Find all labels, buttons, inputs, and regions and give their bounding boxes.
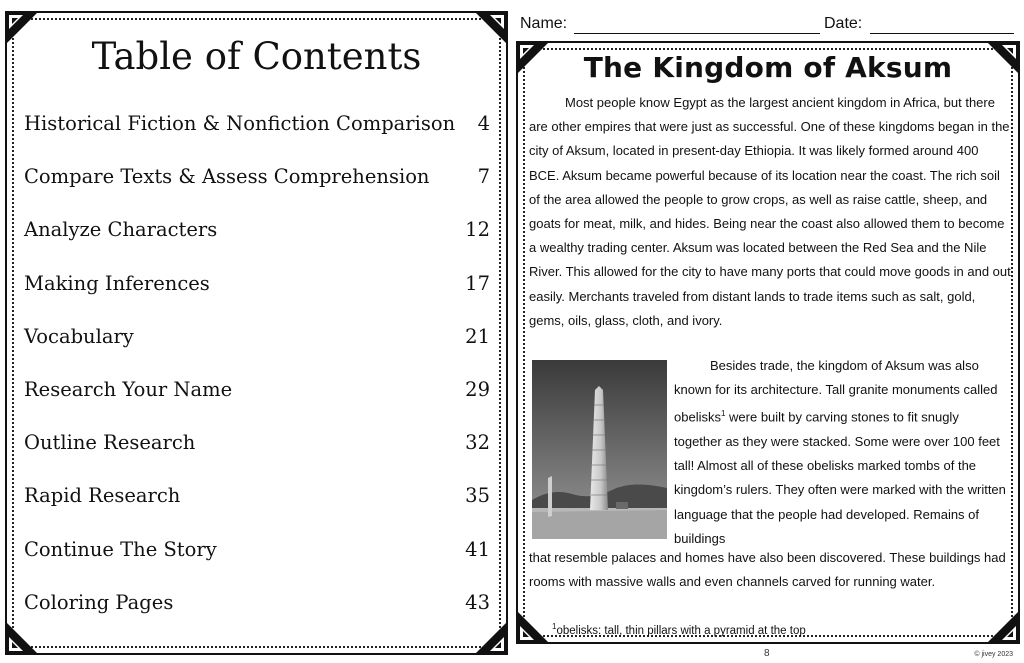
paragraph-text: Besides trade, the kingdom of Aksum was also known for its architecture. Tall granite monuments called obelisks <box>674 358 998 425</box>
toc-item-label: Making Inferences <box>24 271 210 295</box>
toc-item[interactable] <box>24 310 490 363</box>
toc-item-page: 4 <box>477 112 490 136</box>
toc-item[interactable] <box>24 97 490 150</box>
toc-item-page: 7 <box>477 165 490 189</box>
passage-paragraph <box>674 354 1006 551</box>
paragraph-text: were built by carving stones to fit snugly together as they were stacked. Some were over 100 feet tall! Almost all of these obelisks marked tombs of the kingdom’s rulers. They often were marked with the written language that the people had developed. Remains of buildings <box>674 409 1006 546</box>
toc-title: Table of Contents <box>91 35 422 78</box>
toc-item-label: Historical Fiction & Nonfiction Comparison <box>24 112 456 136</box>
toc-item[interactable] <box>24 257 490 310</box>
passage-title: The Kingdom of Aksum <box>583 51 953 84</box>
obelisk-photo <box>532 360 667 539</box>
toc-list <box>24 97 490 629</box>
page-number: 8 <box>764 648 770 659</box>
toc-item-page: 41 <box>465 537 490 561</box>
toc-item[interactable] <box>24 469 490 522</box>
toc-item-label: Analyze Characters <box>24 218 218 242</box>
name-label: Name: <box>520 15 568 32</box>
passage-paragraph: Most people know Egypt as the largest ancient kingdom in Africa, but there are other empires that were just as successful. One of these kingdoms began in the city of Aksum, located in present-day Ethiopia. It was likely formed around 400 BCE. Aksum became powerful because of its location near the coast. The rich soil of the area allowed the people to grow crops, as well as raise cattle, sheep, and goats for meat, milk, and hides. Being near the coast also allowed them to become a wealthy trading center. Aksum was located between the Red Sea and the Nile River. This allowed for the city to have many ports that could move goods in and out easily. Merchants traveled from distant lands to trade items such as salt, gold, gems, oils, glass, cloth, and ivory. <box>529 95 1011 328</box>
toc-item-page: 21 <box>465 324 490 348</box>
toc-item[interactable] <box>24 150 490 203</box>
corner-ornament-icon <box>516 610 550 644</box>
toc-item-page: 17 <box>465 271 490 295</box>
name-field[interactable] <box>574 33 820 34</box>
toc-item-label: Research Your Name <box>24 378 233 402</box>
toc-item[interactable] <box>24 203 490 256</box>
footnote-text: obelisks: tall, thin pillars with a pyramid at the top <box>556 624 806 637</box>
toc-item[interactable] <box>24 576 490 629</box>
toc-item-page: 43 <box>465 590 490 614</box>
name-date-header <box>518 12 1018 36</box>
passage-paragraph: that resemble palaces and homes have also been discovered. These buildings had rooms with massive walls and even channels carved for running water. <box>529 550 1006 590</box>
toc-item-page: 12 <box>465 218 490 242</box>
toc-item[interactable] <box>24 416 490 469</box>
copyright-notice: © jivey 2023 <box>974 651 1013 658</box>
toc-item-page: 32 <box>465 431 490 455</box>
toc-item-label: Coloring Pages <box>24 590 174 614</box>
toc-item[interactable] <box>24 363 490 416</box>
toc-item-label: Outline Research <box>24 431 196 455</box>
toc-item-page: 29 <box>465 378 490 402</box>
toc-item-page: 35 <box>465 484 490 508</box>
footnote-marker: 1 <box>552 622 557 631</box>
corner-ornament-icon <box>986 610 1020 644</box>
toc-item-label: Continue The Story <box>24 537 217 561</box>
toc-item[interactable] <box>24 523 490 576</box>
reading-passage-panel <box>516 41 1020 644</box>
table-of-contents-panel <box>5 11 508 655</box>
toc-item-label: Vocabulary <box>24 324 134 348</box>
date-field[interactable] <box>870 33 1014 34</box>
footnote-marker: 1 <box>720 409 726 419</box>
footnote <box>552 622 806 637</box>
toc-item-label: Rapid Research <box>24 484 181 508</box>
date-label: Date: <box>824 15 863 32</box>
toc-item-label: Compare Texts & Assess Comprehension <box>24 165 430 189</box>
